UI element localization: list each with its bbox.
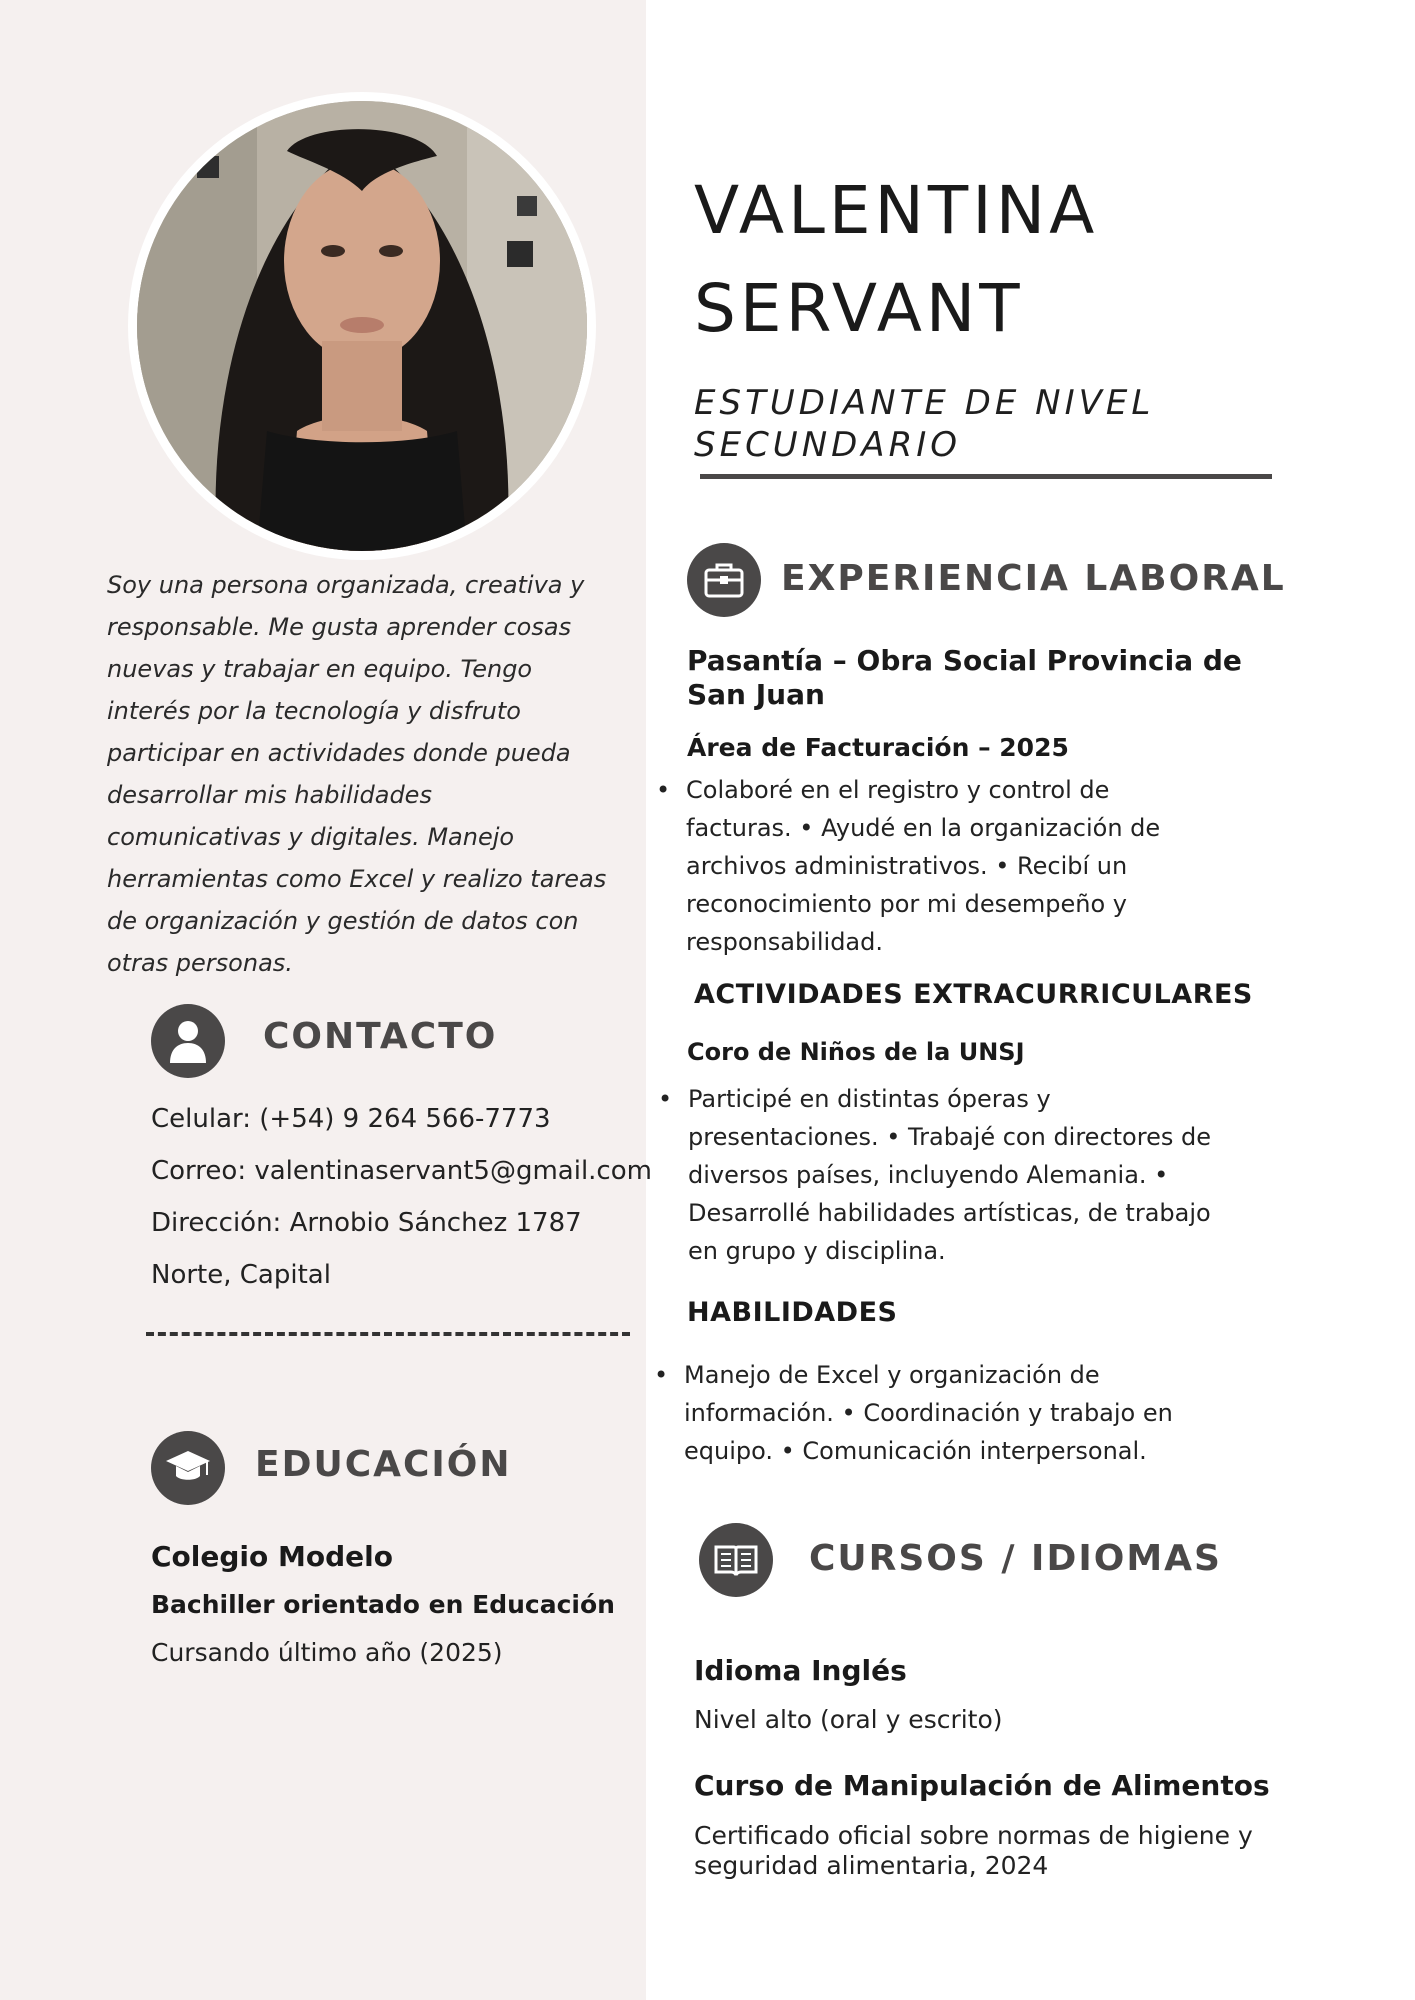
education-school: Colegio Modelo <box>151 1540 393 1573</box>
education-title: EDUCACIÓN <box>255 1444 512 1485</box>
skills-bullet: • Manejo de Excel y organización de información. • Coordinación y trabajo en equipo. • Comunicación interpersonal. <box>684 1356 1204 1470</box>
graduation-cap-icon <box>151 1431 225 1505</box>
education-status: Cursando último año (2025) <box>151 1638 503 1667</box>
contact-address-city: Norte, Capital <box>151 1260 331 1290</box>
contact-address: Dirección: Arnobio Sánchez 1787 <box>151 1208 582 1238</box>
job-bullet: • Colaboré en el registro y control de facturas. • Ayudé en la organización de archivos administrativos. • Recibí un reconocimiento por mi desempeño y responsabilidad. <box>686 771 1166 961</box>
role-underline <box>700 474 1272 479</box>
role-title: ESTUDIANTE DE NIVEL SECUNDARIO <box>694 383 1155 465</box>
profile-photo <box>137 101 587 551</box>
course-food-desc: Certificado oficial sobre normas de higiene y seguridad alimentaria, 2024 <box>694 1821 1253 1880</box>
full-name <box>694 162 1098 358</box>
courses-title: CURSOS / IDIOMAS <box>809 1538 1222 1579</box>
education-degree: Bachiller orientado en Educación <box>151 1590 615 1619</box>
contact-phone: Celular: (+54) 9 264 566-7773 <box>151 1104 551 1134</box>
extracurricular-org: Coro de Niños de la UNSJ <box>687 1038 1025 1066</box>
extracurricular-title: ACTIVIDADES EXTRACURRICULARES <box>694 979 1253 1010</box>
experience-title: EXPERIENCIA LABORAL <box>781 558 1286 599</box>
briefcase-icon <box>687 543 761 617</box>
contact-title: CONTACTO <box>263 1016 498 1057</box>
course-english-title: Idioma Inglés <box>694 1654 907 1687</box>
last-name: SERVANT <box>694 270 1024 347</box>
about-text: Soy una persona organizada, creativa y responsable. Me gusta aprender cosas nuevas y trabajar en equipo. Tengo interés por la tecnología y disfruto participar en actividades donde pueda desarrollar mis habilidades comunicativas y digitales. Manejo herramientas como Excel y realizo tareas de organización y gestión de datos con otras personas. <box>107 571 607 977</box>
book-icon <box>699 1523 773 1597</box>
contact-email: Correo: valentinaservant5@gmail.com <box>151 1156 652 1186</box>
first-name: VALENTINA <box>694 172 1099 249</box>
course-english-desc: Nivel alto (oral y escrito) <box>694 1705 1003 1734</box>
section-divider <box>146 1332 630 1336</box>
skills-title: HABILIDADES <box>687 1297 898 1328</box>
job-title: Pasantía – Obra Social Provincia de San Juan <box>687 644 1242 711</box>
extracurricular-bullet: • Participé en distintas óperas y presentaciones. • Trabajé con directores de diversos países, incluyendo Alemania. • Desarrollé habilidades artísticas, de trabajo en grupo y disciplina. <box>688 1080 1228 1270</box>
user-icon <box>151 1004 225 1078</box>
job-area: Área de Facturación – 2025 <box>687 733 1069 762</box>
course-food-title: Curso de Manipulación de Alimentos <box>694 1769 1270 1802</box>
